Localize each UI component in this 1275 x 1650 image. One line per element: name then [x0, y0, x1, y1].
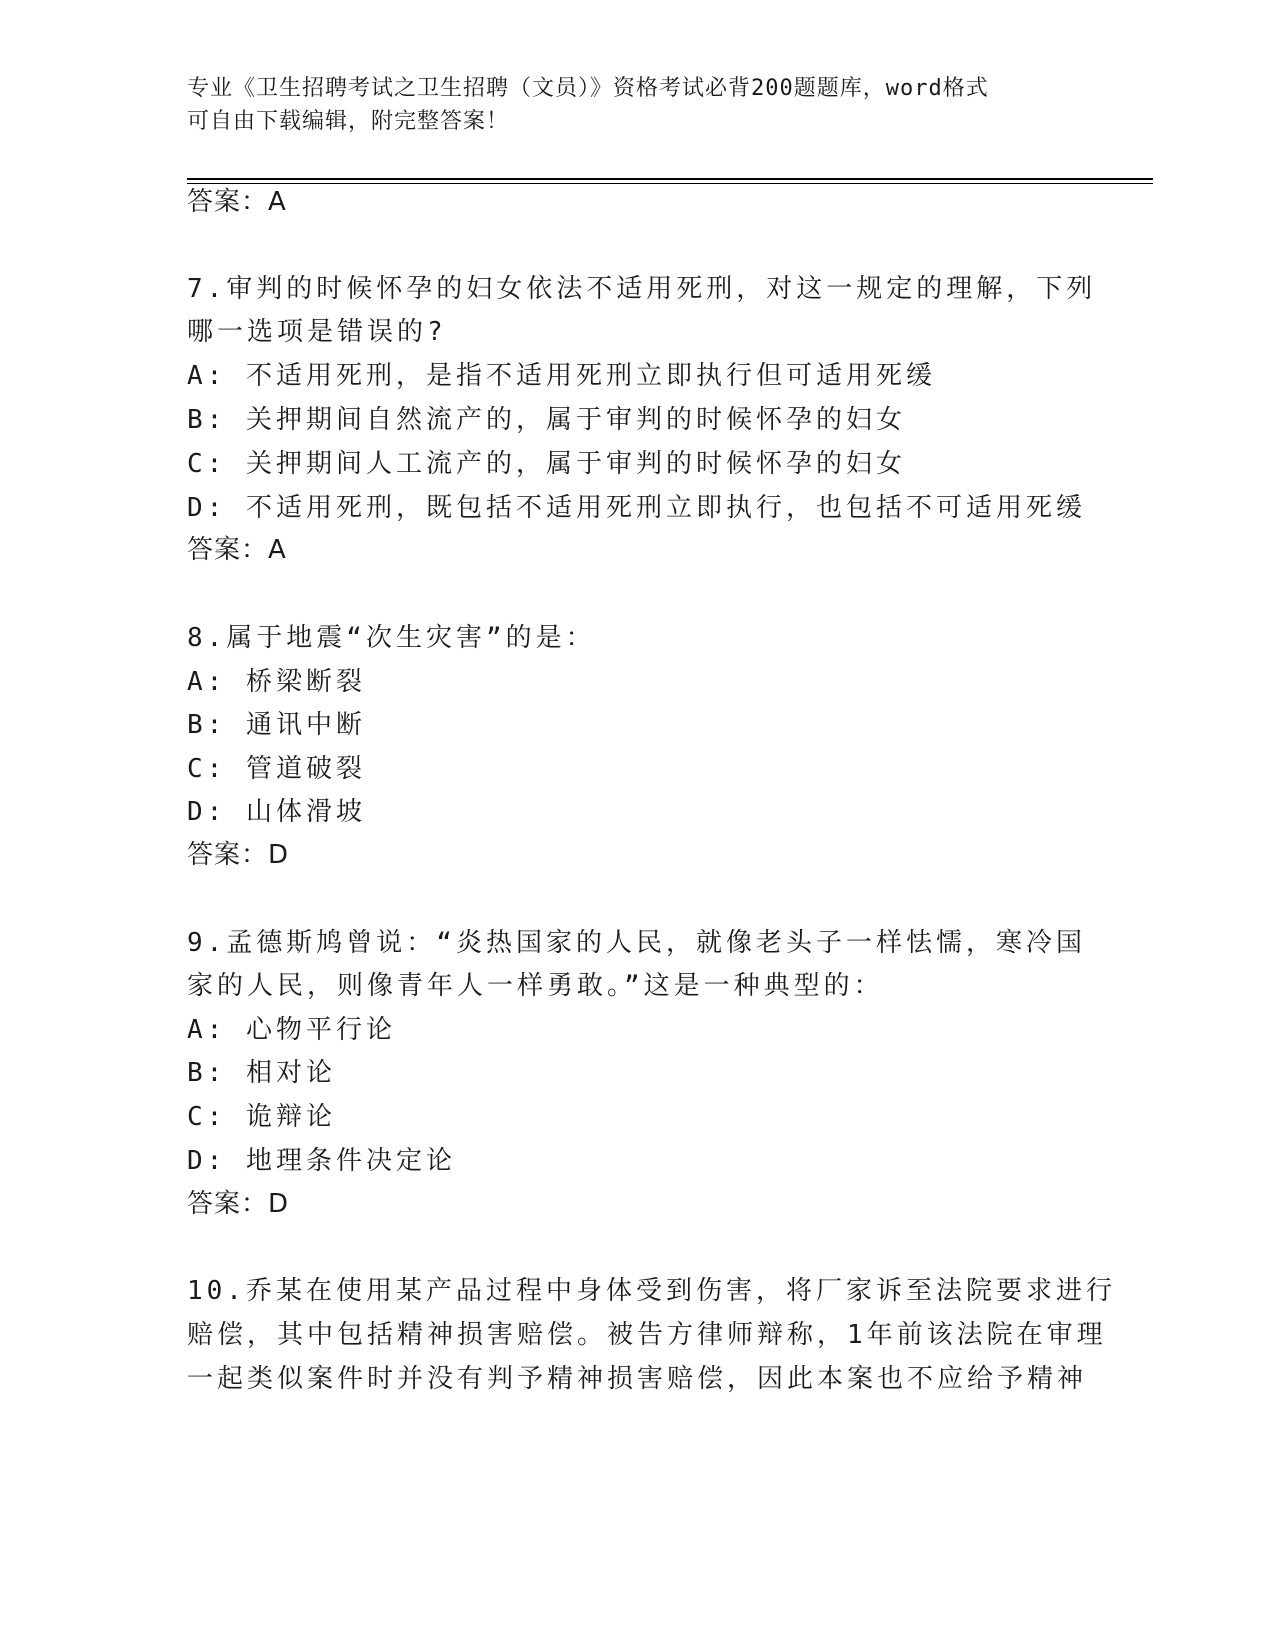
question-9-stem-line-1: 9.孟德斯鸠曾说：“炎热国家的人民，就像老头子一样怯懦，寒冷国	[187, 928, 1086, 958]
question-10-stem-line-3: 一起类似案件时并没有判予精神损害赔偿，因此本案也不应给予精神	[187, 1364, 1088, 1394]
question-10-stem-line-2: 赔偿，其中包括精神损害赔偿。被告方律师辩称，1年前该法院在审理	[187, 1320, 1107, 1350]
question-9-option-a: A: 心物平行论	[187, 1015, 396, 1045]
question-7-answer: 答案：A	[187, 535, 287, 565]
question-8-option-c: C: 管道破裂	[187, 754, 366, 784]
question-9-stem-line-2: 家的人民，则像青年人一样勇敢。”这是一种典型的：	[187, 971, 884, 1001]
question-8-option-d: D: 山体滑坡	[187, 797, 366, 827]
header-line-2: 可自由下载编辑，附完整答案！	[187, 109, 510, 134]
question-10-stem-line-1: 10.乔某在使用某产品过程中身体受到伤害，将厂家诉至法院要求进行	[187, 1276, 1116, 1306]
question-8-option-a: A: 桥梁断裂	[187, 667, 366, 697]
question-7-option-c: C: 关押期间人工流产的，属于审判的时候怀孕的妇女	[187, 449, 906, 479]
question-8-option-b: B: 通讯中断	[187, 710, 366, 740]
question-7-option-a: A: 不适用死刑，是指不适用死刑立即执行但可适用死缓	[187, 361, 936, 391]
question-7-stem-line-1: 7.审判的时候怀孕的妇女依法不适用死刑，对这一规定的理解，下列	[187, 274, 1097, 304]
question-9-option-d: D: 地理条件决定论	[187, 1146, 456, 1176]
question-7-option-d: D: 不适用死刑，既包括不适用死刑立即执行，也包括不可适用死缓	[187, 493, 1086, 523]
question-8-answer: 答案：D	[187, 840, 290, 870]
question-9-answer: 答案：D	[187, 1189, 290, 1219]
question-7-stem-line-2: 哪一选项是错误的?	[187, 317, 447, 347]
document-header	[187, 72, 1087, 138]
header-divider-thin	[187, 183, 1153, 184]
header-line-1: 专业《卫生招聘考试之卫生招聘（文员）》资格考试必背200题题库，word格式	[187, 76, 989, 101]
header-divider	[187, 178, 1153, 180]
question-7-option-b: B: 关押期间自然流产的，属于审判的时候怀孕的妇女	[187, 405, 906, 435]
previous-answer: 答案：A	[187, 187, 287, 217]
question-8-stem: 8.属于地震“次生灾害”的是：	[187, 623, 596, 653]
question-9-option-c: C: 诡辩论	[187, 1102, 336, 1132]
question-9-option-b: B: 相对论	[187, 1058, 336, 1088]
